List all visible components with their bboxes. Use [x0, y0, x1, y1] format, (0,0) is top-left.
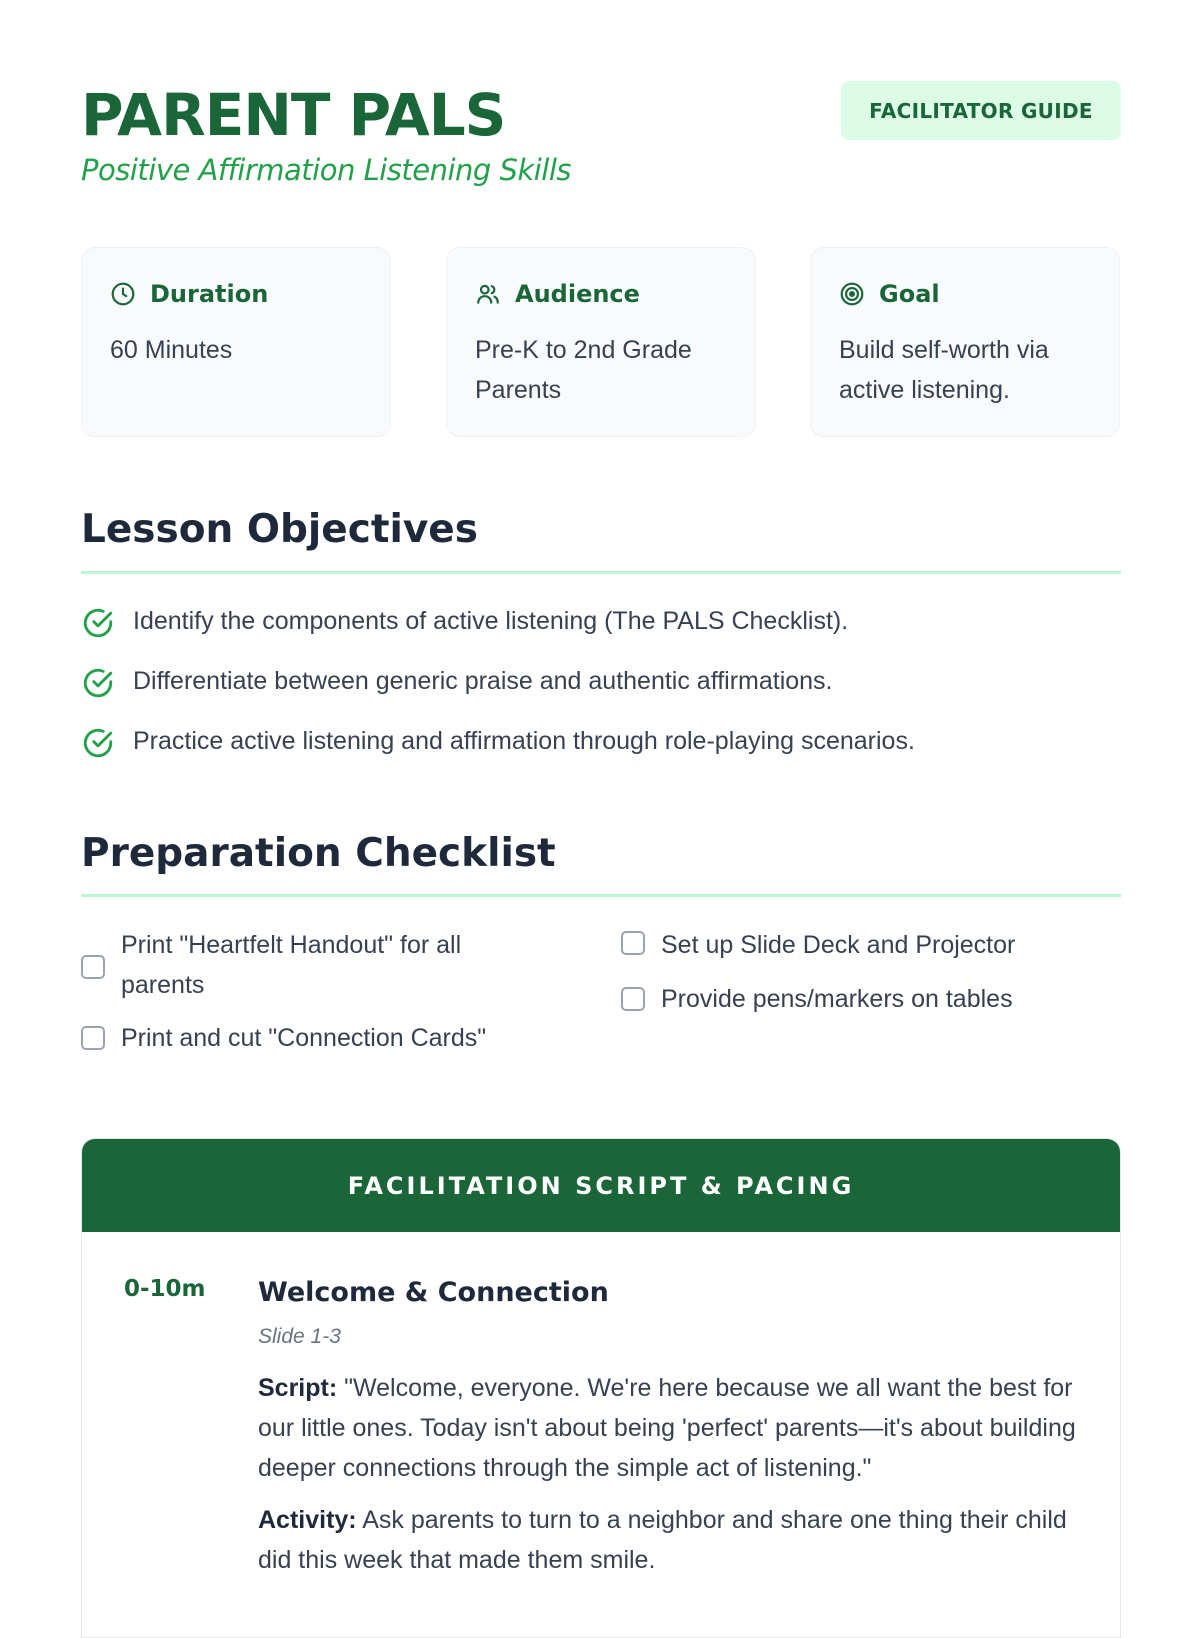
audience-value: Pre-K to 2nd Grade Parents	[475, 336, 692, 404]
checklist-item-label: Set up Slide Deck and Projector	[661, 931, 1016, 959]
activity-text: Ask parents to turn to a neighbor and share one thing their child did this week that made them smile.	[258, 1506, 1067, 1574]
segment-title: Welcome & Connection	[258, 1277, 609, 1308]
preparation-checklist-divider	[81, 894, 1121, 897]
duration-label: Duration	[150, 280, 269, 308]
objective-item	[81, 720, 1121, 780]
script-text: "Welcome, everyone. We're here because we all want the best for our little ones. Today isn't about being 'perfect' parents—it's about building deeper connections through the simple act of listening."	[258, 1374, 1076, 1482]
objective-text: Practice active listening and affirmation through role-playing scenarios.	[133, 727, 915, 755]
checkbox[interactable]	[81, 1026, 105, 1050]
users-icon	[475, 281, 501, 307]
objectives-list	[81, 600, 1121, 780]
audience-card	[446, 247, 756, 437]
check-circle-icon	[81, 606, 115, 640]
checklist-item-label: Provide pens/markers on tables	[661, 985, 1013, 1013]
activity-label: Activity:	[258, 1506, 357, 1534]
checkbox[interactable]	[81, 955, 105, 979]
segment-body	[258, 1274, 1078, 1580]
page-title: PARENT PALS	[81, 81, 506, 149]
facilitator-guide-badge: FACILITATOR GUIDE	[841, 81, 1121, 140]
goal-card	[810, 247, 1120, 437]
check-circle-icon	[81, 666, 115, 700]
duration-value: 60 Minutes	[110, 336, 233, 364]
audience-card-header	[475, 278, 727, 310]
checklist-item-handout[interactable]	[81, 925, 551, 1005]
facilitation-script-header: FACILITATION SCRIPT & PACING	[82, 1139, 1120, 1232]
checklist-item-pens[interactable]	[621, 979, 1121, 1019]
goal-card-header	[839, 278, 1091, 310]
objective-item	[81, 660, 1121, 720]
checklist-item-label: Print and cut "Connection Cards"	[121, 1024, 487, 1052]
checkbox[interactable]	[621, 931, 645, 955]
duration-card-header	[110, 278, 362, 310]
check-circle-icon	[81, 726, 115, 760]
preparation-checklist-heading: Preparation Checklist	[81, 831, 556, 876]
goal-value: Build self-worth via active listening.	[839, 336, 1049, 404]
facilitation-script-panel	[81, 1138, 1121, 1638]
checklist-item-connection-cards[interactable]	[81, 1018, 581, 1058]
objective-text: Differentiate between generic praise and authentic affirmations.	[133, 667, 833, 695]
page-subtitle: Positive Affirmation Listening Skills	[81, 153, 572, 187]
objective-item	[81, 600, 1121, 660]
goal-label: Goal	[879, 280, 940, 308]
checklist-item-slide-deck[interactable]	[621, 925, 1121, 965]
duration-card	[81, 247, 391, 437]
lesson-objectives-heading: Lesson Objectives	[81, 507, 478, 552]
segment-slide-ref: Slide 1-3	[258, 1325, 341, 1348]
script-label: Script:	[258, 1374, 338, 1402]
segment-script	[258, 1368, 1078, 1488]
lesson-objectives-divider	[81, 571, 1121, 574]
segment-activity	[258, 1500, 1078, 1580]
facilitator-guide-page	[81, 0, 1121, 1574]
info-cards	[81, 247, 1121, 437]
target-icon	[839, 281, 865, 307]
segment-time: 0-10m	[124, 1276, 206, 1302]
clock-icon	[110, 281, 136, 307]
audience-label: Audience	[515, 280, 640, 308]
objective-text: Identify the components of active listening (The PALS Checklist).	[133, 607, 849, 635]
checklist-item-label: Print "Heartfelt Handout" for all parents	[121, 931, 462, 999]
page-header	[81, 0, 1121, 230]
checkbox[interactable]	[621, 987, 645, 1011]
preparation-checklist	[81, 925, 1121, 1065]
